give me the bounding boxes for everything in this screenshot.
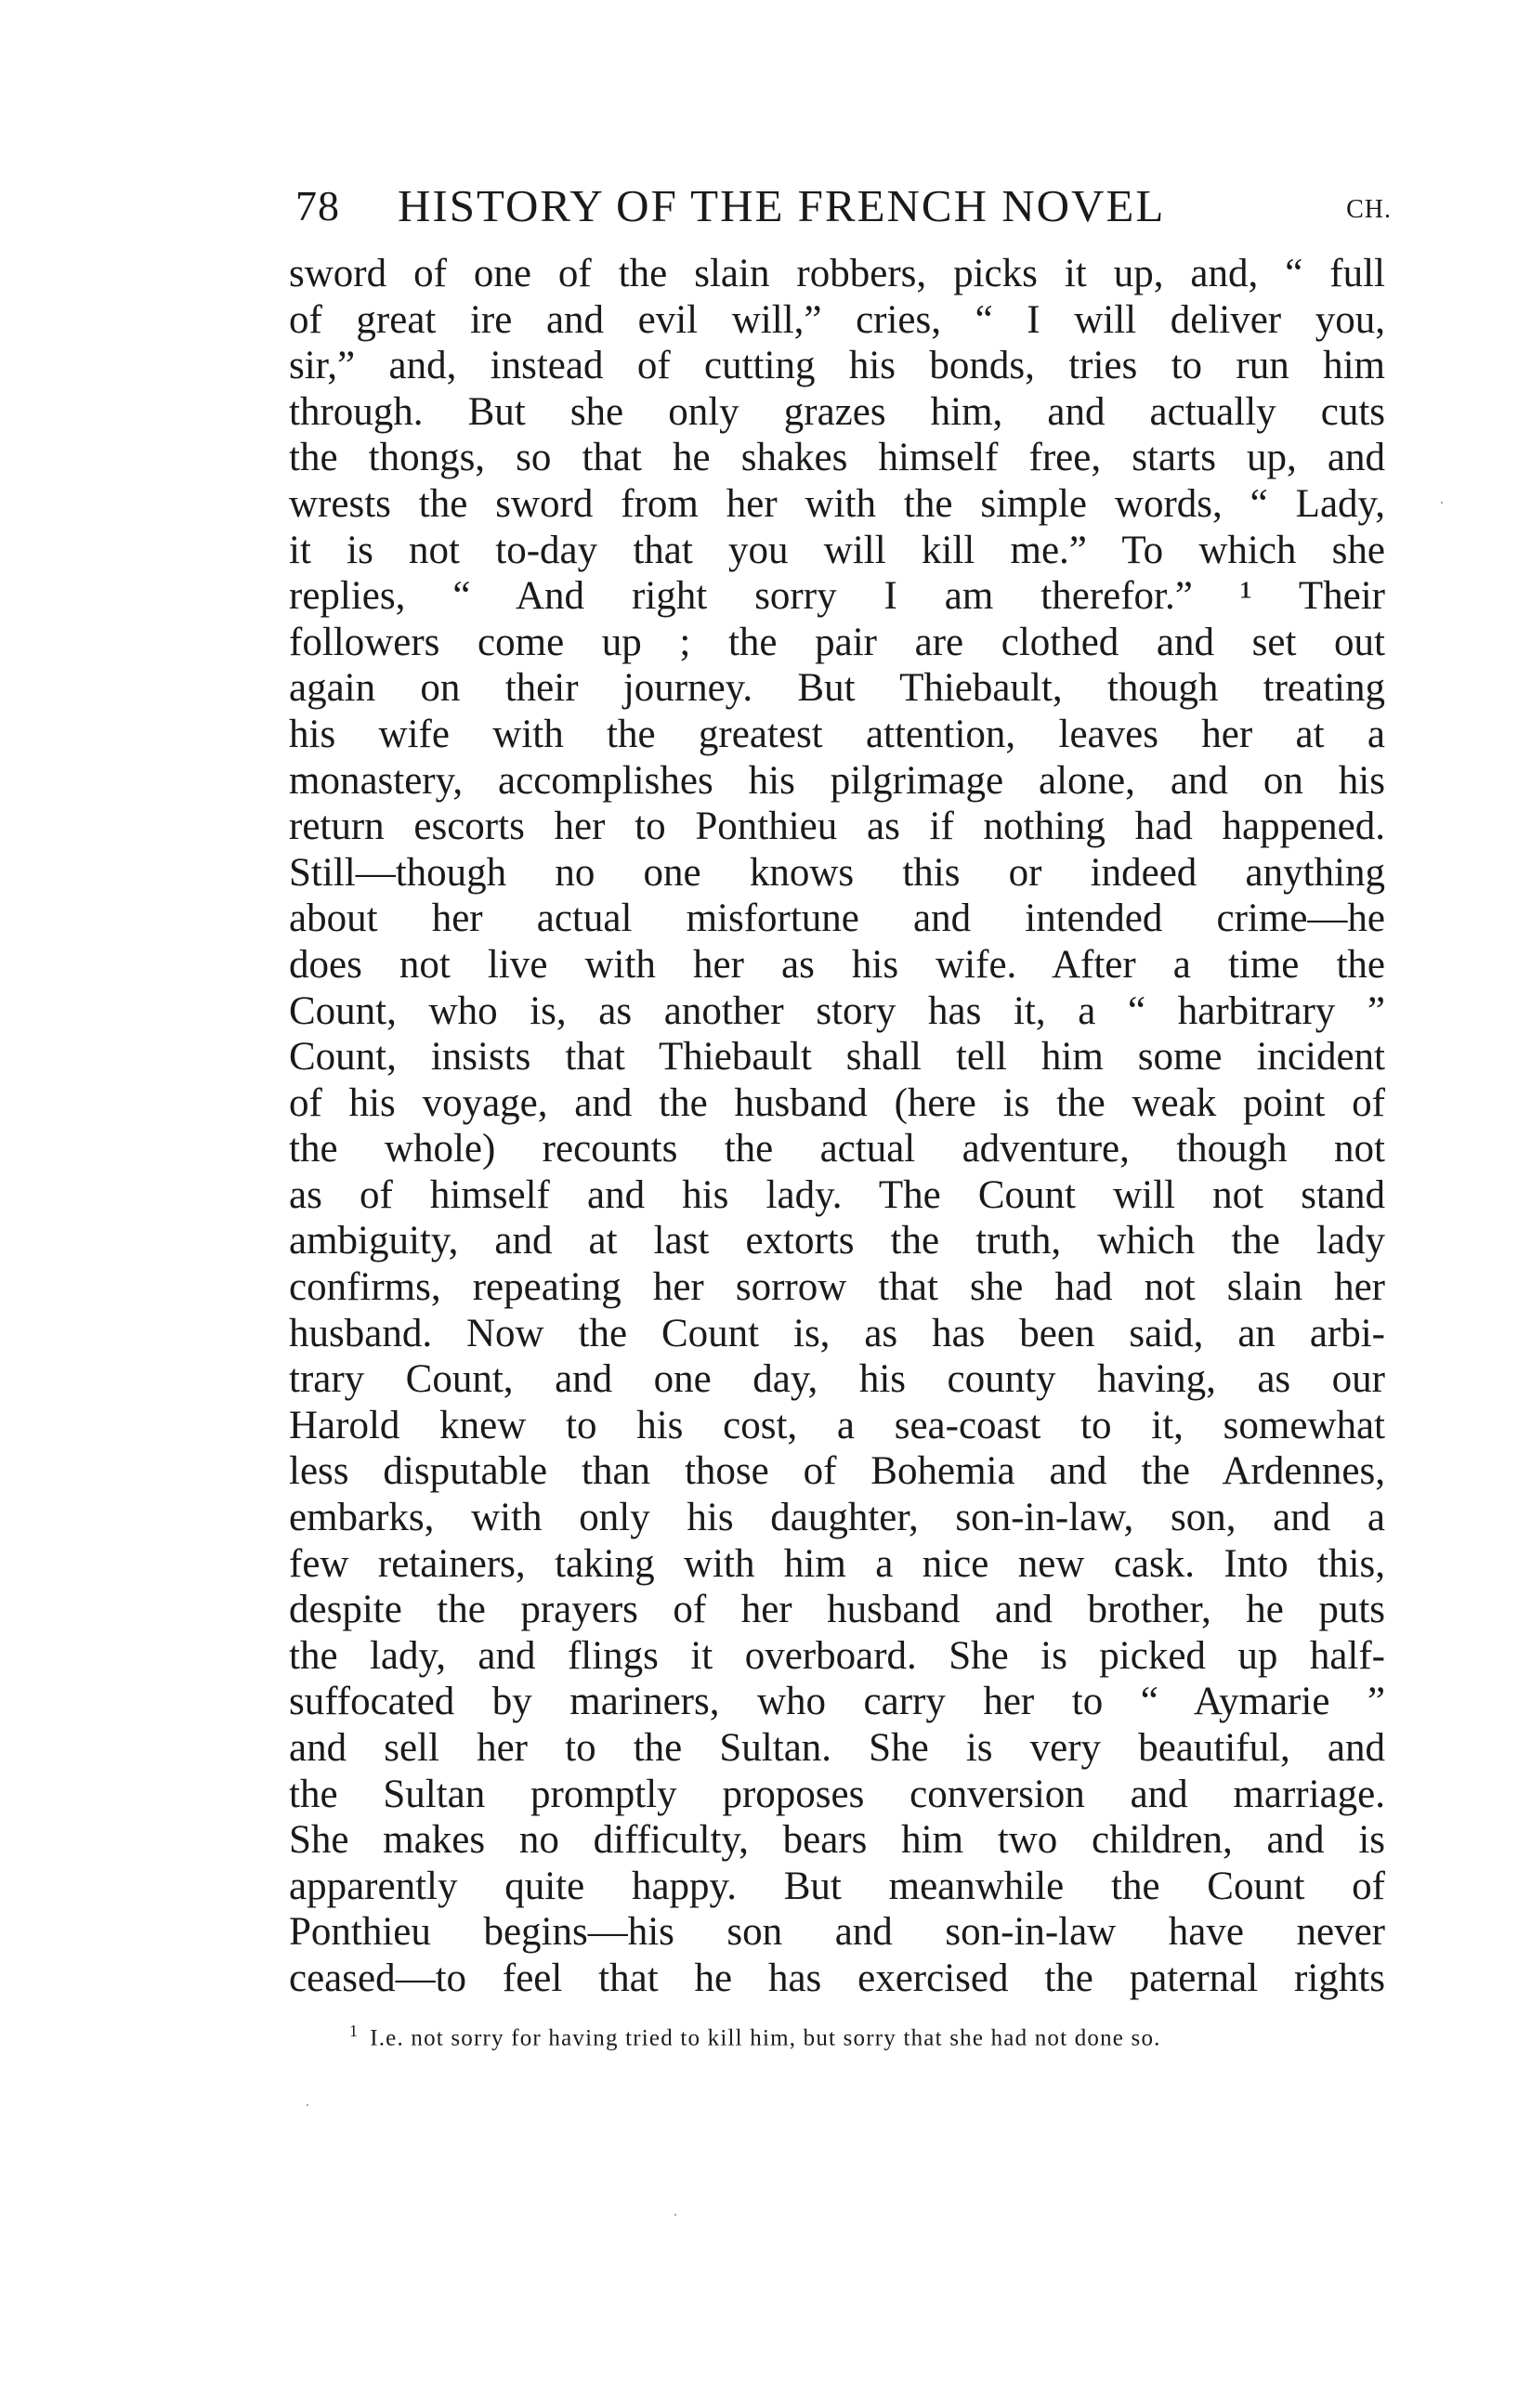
text-line: his wife with the greatest attention, leaves her at a	[289, 712, 1385, 756]
text-line: embarks, with only his daughter, son-in-law, son, and a	[289, 1496, 1385, 1540]
footnote-text: I.e. not sorry for having tried to kill him, but sorry that she had not done so.	[370, 2025, 1161, 2051]
text-line: it is not to-day that you will kill me.” To which she	[289, 528, 1385, 572]
text-line: apparently quite happy. But meanwhile the Count of	[289, 1864, 1385, 1908]
text-line: sir,” and, instead of cutting his bonds, tries to run him	[289, 344, 1385, 388]
body-text	[289, 251, 1385, 2002]
text-line: Harold knew to his cost, a sea-coast to it, somewhat	[289, 1403, 1385, 1447]
text-line: Still—though no one knows this or indeed anything	[289, 850, 1385, 895]
text-line: the lady, and flings it overboard. She is picked up half-	[289, 1633, 1385, 1678]
text-line: Count, insists that Thiebault shall tell him some incident	[289, 1035, 1385, 1080]
text-line: trary Count, and one day, his county having, as our	[289, 1357, 1385, 1402]
text-line: Count, who is, as another story has it, a “ harbitrary ”	[289, 988, 1385, 1033]
text-line: few retainers, taking with him a nice new cask. Into this,	[289, 1541, 1385, 1586]
text-line: as of himself and his lady. The Count will not stand	[289, 1172, 1385, 1217]
text-line: ambiguity, and at last extorts the truth, which the lady	[289, 1219, 1385, 1263]
text-line: through. But she only grazes him, and actually cuts	[289, 389, 1385, 434]
text-line: the whole) recounts the actual adventure, though not	[289, 1127, 1385, 1171]
text-line: sword of one of the slain robbers, picks it up, and, “ full	[289, 252, 1385, 295]
paper-speck	[1441, 502, 1443, 504]
text-line: the Sultan promptly proposes conversion and marriage.	[289, 1772, 1385, 1816]
running-title: HISTORY OF THE FRENCH NOVEL	[398, 180, 1166, 231]
paper-speck	[307, 2104, 308, 2106]
footnote-marker: 1	[349, 2022, 360, 2040]
text-line: She makes no difficulty, bears him two children, and is	[289, 1818, 1385, 1863]
running-head	[295, 178, 1392, 243]
footnote	[349, 2014, 1390, 2055]
text-line: and sell her to the Sultan. She is very beautiful, and	[289, 1726, 1385, 1770]
text-line: followers come up ; the pair are clothed and set out	[289, 620, 1385, 664]
text-line: again on their journey. But Thiebault, though treating	[289, 666, 1385, 711]
text-line: Ponthieu begins—his son and son-in-law have never	[289, 1910, 1385, 1955]
text-line: husband. Now the Count is, as has been said, an arbi-	[289, 1311, 1385, 1355]
page-number: 78	[295, 182, 340, 229]
chapter-mark: CH.	[1346, 195, 1392, 224]
text-line: confirms, repeating her sorrow that she had not slain her	[289, 1265, 1385, 1310]
text-line: less disputable than those of Bohemia and the Ardennes,	[289, 1449, 1385, 1494]
text-line: of his voyage, and the husband (here is the weak point of	[289, 1080, 1385, 1125]
text-line: the thongs, so that he shakes himself free, starts up, and	[289, 436, 1385, 480]
text-line: monastery, accomplishes his pilgrimage alone, and on his	[289, 758, 1385, 803]
text-line: ceased—to feel that he has exercised the paternal rights	[289, 1956, 1385, 2000]
paper-speck	[674, 2214, 676, 2216]
text-line: of great ire and evil will,” cries, “ I will deliver you,	[289, 297, 1385, 342]
text-line: does not live with her as his wife. After a time the	[289, 942, 1385, 987]
text-line: despite the prayers of her husband and brother, he puts	[289, 1588, 1385, 1632]
text-line: suffocated by mariners, who carry her to “ Aymarie ”	[289, 1680, 1385, 1724]
text-line: return escorts her to Ponthieu as if nothing had happened.	[289, 805, 1385, 849]
text-line: about her actual misfortune and intended crime—he	[289, 896, 1385, 941]
text-line: replies, “ And right sorry I am therefor.” ¹ Their	[289, 574, 1385, 619]
text-line: wrests the sword from her with the simple words, “ Lady,	[289, 481, 1385, 526]
